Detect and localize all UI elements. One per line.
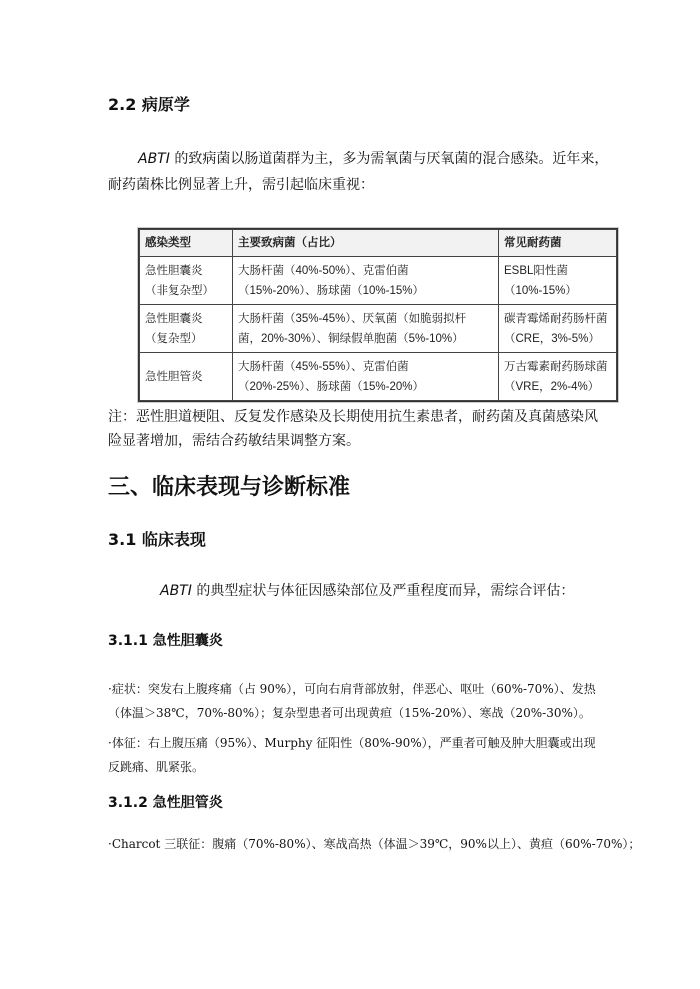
clinical-intro-line (160, 578, 574, 604)
cell-line: （VRE，2%-4%） (504, 380, 600, 393)
cell-line: （10%-15%） (504, 284, 577, 297)
chapter-heading-3: 三、临床表现与诊断标准 (108, 475, 351, 500)
pathogens-cell (233, 353, 499, 401)
pathogens-cell (233, 305, 499, 353)
infection-type-cell (140, 257, 233, 305)
cell-line: （CRE，3%-5%） (504, 332, 600, 345)
cell-line: 急性胆囊炎 (145, 264, 203, 277)
table-row (140, 305, 617, 353)
section-heading-3-1-1: 3.1.1 急性胆囊炎 (108, 633, 223, 649)
cell-line: 碳青霉烯耐药肠杆菌 (504, 312, 608, 325)
cholecystitis-symptoms-line-2: （体温＞38℃，70%-80%）；复杂型患者可出现黄疸（15%-20%）、寒战（20%-30%）。 (108, 706, 591, 720)
resistant-cell (499, 353, 617, 401)
charcot-triad-line: ·Charcot 三联征：腹痛（70%-80%）、寒战高热（体温＞39℃，90%以上）、黄疸（60%-70%）； (108, 837, 641, 851)
cell-line: 大肠杆菌（35%-45%）、厌氧菌（如脆弱拟杆 (238, 312, 467, 325)
section-heading-2-2: 2.2 病原学 (108, 95, 190, 114)
cell-line: （非复杂型） (145, 284, 214, 297)
cell-line: （15%-20%）、肠球菌（10%-15%） (238, 284, 424, 297)
cell-line: 菌，20%-30%）、铜绿假单胞菌（5%-10%） (238, 332, 464, 345)
cholecystitis-signs-line-2: 反跳痛、肌紧张。 (108, 760, 205, 774)
section-heading-3-1: 3.1 临床表现 (108, 530, 206, 549)
column-header-infection-type: 感染类型 (140, 230, 233, 257)
pathogen-intro-text: 的致病菌以肠道菌群为主，多为需氧菌与厌氧菌的混合感染。近年来， (169, 151, 609, 167)
cell-line: ESBL阳性菌 (504, 264, 568, 277)
table-note-line-1: 注：恶性胆道梗阻、反复发作感染及长期使用抗生素患者，耐药菌及真菌感染风 (108, 409, 598, 425)
table-note-line-2: 险显著增加，需结合药敏结果调整方案。 (108, 433, 360, 449)
column-header-main-pathogens: 主要致病菌（占比） (233, 230, 499, 257)
cholecystitis-signs-line-1: ·体征：右上腹压痛（95%）、Murphy 征阳性（80%-90%），严重者可触及肿大胆囊或出现 (108, 736, 596, 750)
pathogen-intro-line-2: 耐药菌株比例显著上升，需引起临床重视： (108, 177, 374, 193)
abti-term: ABTI (160, 583, 192, 599)
cell-line: 急性胆囊炎 (145, 312, 203, 325)
cell-line: 大肠杆菌（40%-50%）、克雷伯菌 (238, 264, 409, 277)
section-heading-3-1-2: 3.1.2 急性胆管炎 (108, 795, 223, 811)
table-row (140, 353, 617, 401)
cell-line: 急性胆管炎 (145, 370, 203, 383)
table-row (140, 257, 617, 305)
cell-line: （复杂型） (145, 332, 203, 345)
resistant-cell (499, 257, 617, 305)
infection-type-cell (140, 305, 233, 353)
cell-line: 万古霉素耐药肠球菌 (504, 360, 608, 373)
cell-line: 大肠杆菌（45%-55%）、克雷伯菌 (238, 360, 409, 373)
table-header-row (140, 230, 617, 257)
infection-type-cell (140, 353, 233, 401)
pathogens-cell (233, 257, 499, 305)
cell-line: （20%-25%）、肠球菌（15%-20%） (238, 380, 424, 393)
abti-term: ABTI (138, 151, 170, 167)
cholecystitis-symptoms-line-1: ·症状：突发右上腹疼痛（占 90%），可向右肩背部放射，伴恶心、呕吐（60%-70%）、发热 (108, 682, 596, 696)
column-header-resistant-bacteria: 常见耐药菌 (499, 230, 617, 257)
resistant-cell (499, 305, 617, 353)
pathogen-table (138, 228, 618, 402)
clinical-intro-text: 的典型症状与体征因感染部位及严重程度而异，需综合评估： (191, 583, 575, 599)
pathogen-intro-line-1 (138, 146, 608, 172)
